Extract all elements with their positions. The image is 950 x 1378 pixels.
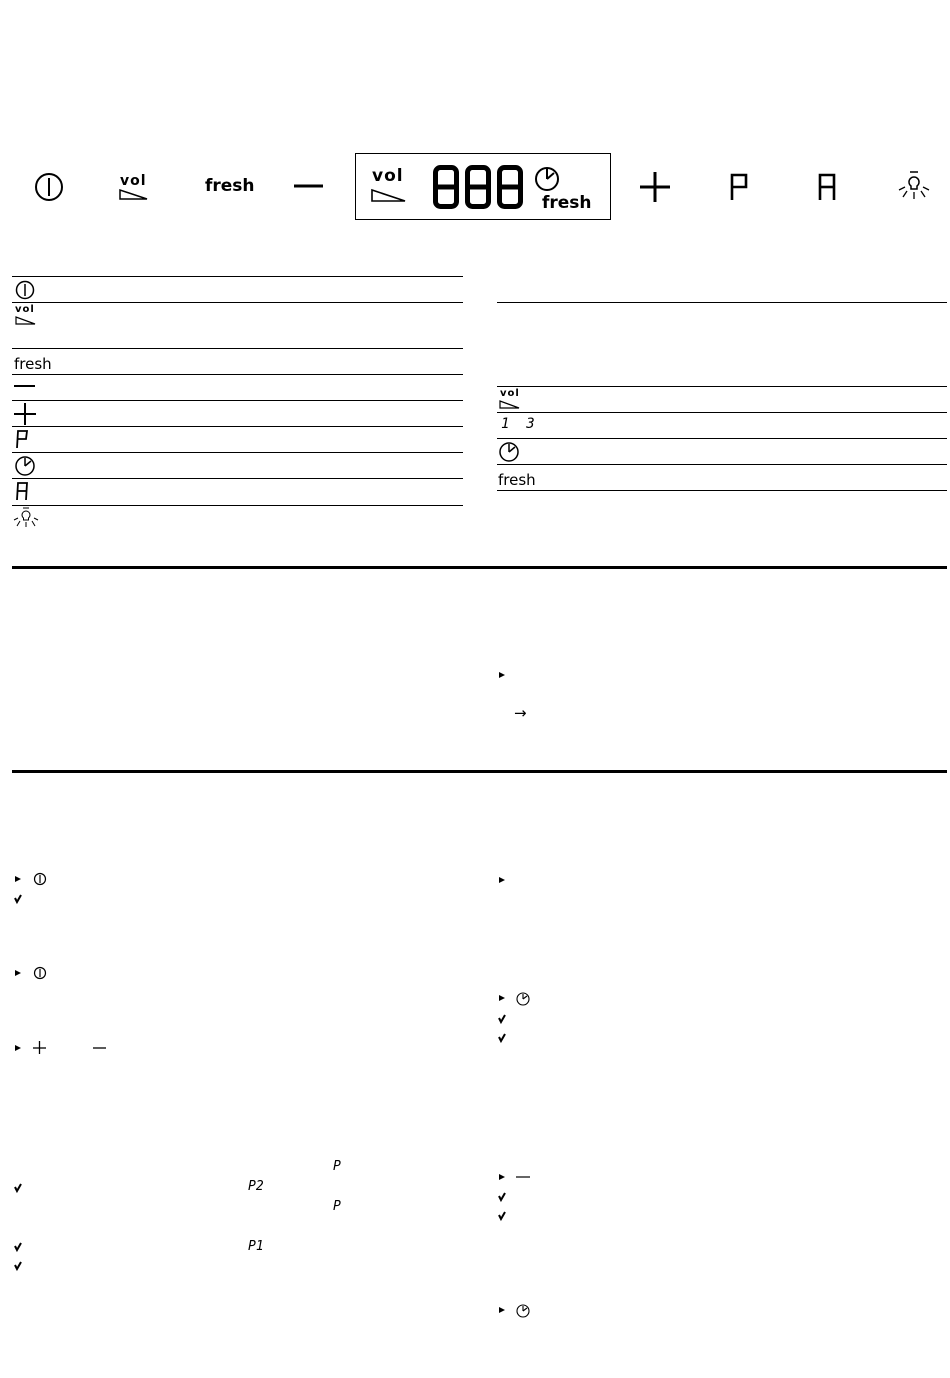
plus-icon [14, 403, 36, 425]
section-divider [12, 566, 947, 569]
timer-icon [535, 166, 561, 192]
check-icon [14, 894, 22, 903]
digit-8 [468, 168, 489, 207]
display-fresh-label: fresh [542, 193, 592, 213]
step-bullet [499, 1307, 505, 1313]
vol-label: vol [500, 388, 520, 399]
result-arrow: → [514, 704, 527, 722]
vol-wedge-icon [119, 189, 149, 201]
display-vol-label: vol [372, 166, 404, 186]
display-window [355, 153, 611, 220]
digit-8 [436, 168, 457, 207]
step-bullet [15, 1045, 21, 1051]
p-button[interactable] [730, 173, 748, 201]
vol-wedge-icon [499, 400, 521, 410]
check-icon [498, 1014, 506, 1023]
check-icon [498, 1192, 506, 1201]
fresh-label: fresh [14, 355, 52, 373]
table-rule [12, 276, 463, 277]
level-range: 1 3 [501, 416, 535, 432]
power-icon [15, 280, 35, 300]
light-icon[interactable] [898, 170, 930, 202]
p-symbol [15, 430, 29, 449]
vol-label: vol [15, 304, 35, 315]
power-icon [33, 872, 47, 886]
table-rule [12, 426, 463, 427]
timer-icon [516, 1303, 531, 1318]
table-rule [497, 464, 947, 465]
minus-icon[interactable] [294, 176, 324, 196]
table-rule [12, 478, 463, 479]
plus-icon[interactable] [640, 172, 670, 202]
light-icon [14, 507, 38, 529]
vol-wedge-icon [371, 189, 407, 203]
display-digits [432, 164, 524, 210]
plus-icon [33, 1041, 47, 1055]
check-icon [14, 1242, 22, 1251]
table-rule [12, 452, 463, 453]
timer-icon [499, 441, 521, 463]
table-rule [497, 302, 947, 303]
minus-icon [93, 1041, 107, 1055]
table-rule [12, 505, 463, 506]
minus-icon [516, 1171, 531, 1183]
section-divider [12, 770, 947, 773]
minus-icon [14, 379, 36, 393]
check-icon [498, 1211, 506, 1220]
table-rule [497, 386, 947, 387]
p-symbol: P [333, 1199, 341, 1214]
vol-wedge-icon [15, 316, 37, 326]
seven-segment-digits [432, 164, 524, 210]
digit-8 [500, 168, 521, 207]
check-icon [14, 1261, 22, 1270]
step-bullet [15, 876, 21, 882]
fresh-button[interactable]: fresh [205, 176, 255, 196]
timer-icon [15, 455, 37, 477]
table-rule [12, 400, 463, 401]
table-rule [497, 490, 947, 491]
table-rule [12, 302, 463, 303]
table-rule [497, 412, 947, 413]
check-icon [14, 1183, 22, 1192]
step-bullet [15, 970, 21, 976]
timer-icon [516, 991, 531, 1006]
table-rule [12, 348, 463, 349]
table-rule [12, 374, 463, 375]
p-symbol: P [333, 1159, 341, 1174]
step-bullet [499, 995, 505, 1001]
p2-symbol: P2 [248, 1179, 264, 1194]
step-bullet [499, 877, 505, 883]
power-icon [33, 966, 47, 980]
check-icon [498, 1033, 506, 1042]
power-icon[interactable] [34, 172, 64, 202]
step-bullet [499, 1174, 505, 1180]
step-bullet [499, 672, 505, 678]
a-symbol [15, 482, 29, 501]
fresh-label: fresh [498, 471, 536, 489]
vol-label: vol [120, 173, 147, 189]
table-rule [497, 438, 947, 439]
p1-symbol: P1 [248, 1239, 264, 1254]
a-button[interactable] [818, 173, 836, 201]
